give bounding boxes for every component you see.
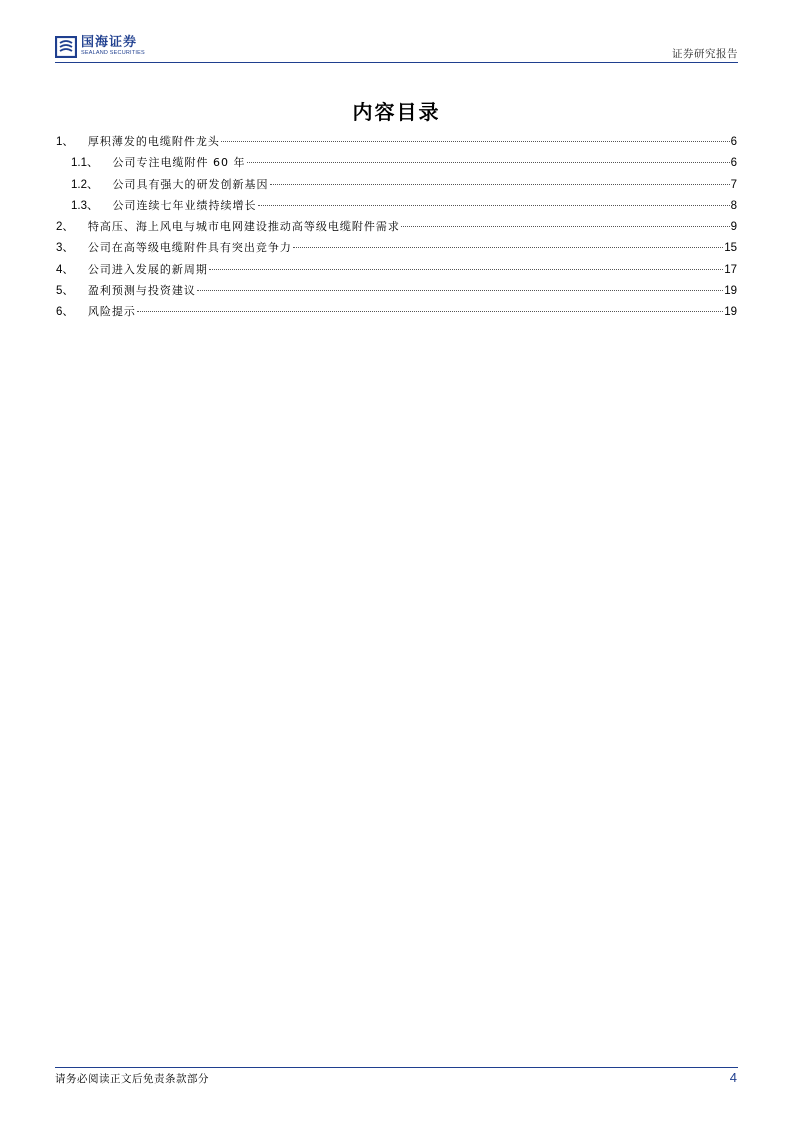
toc-entry-number: 2、 [56, 221, 74, 234]
toc-entry-number: 1、 [56, 136, 74, 148]
toc-title: 内容目录 [352, 100, 441, 124]
disclaimer-note: 请务必阅读正文后免责条款部分 [55, 1073, 209, 1085]
toc-entry-number: 3、 [56, 242, 74, 255]
page-number: 4 [729, 1070, 737, 1085]
toc-entry-title: 公司在高等级电缆附件具有突出竞争力 [87, 241, 292, 255]
toc-entry[interactable] [56, 282, 737, 303]
toc-leader-dots [221, 141, 730, 142]
company-logo [55, 35, 145, 63]
toc-entry-page: 15 [724, 242, 737, 255]
toc-entry-page: 9 [730, 221, 737, 234]
toc-entry[interactable] [56, 261, 737, 282]
report-type-label: 证券研究报告 [672, 48, 738, 60]
toc-entry-title: 厚积薄发的电缆附件龙头 [87, 135, 220, 148]
toc-entry-page: 6 [730, 136, 737, 148]
toc-leader-dots [209, 269, 723, 270]
toc-entry-title: 公司进入发展的新周期 [87, 262, 208, 276]
toc-entry-title: 盈利预测与投资建议 [87, 284, 196, 298]
toc-entry-title: 特高压、海上风电与城市电网建设推动高等级电缆附件需求 [87, 220, 400, 234]
toc-leader-dots [401, 226, 730, 227]
toc-entry-page: 17 [724, 263, 737, 276]
company-name-cn: 国海证券 [81, 35, 138, 50]
toc-entry-number: 1.1、 [71, 157, 99, 170]
sealand-logo-icon [55, 36, 77, 58]
toc-entry-page: 8 [730, 199, 737, 212]
toc-leader-dots [293, 247, 723, 248]
toc-entry-page: 19 [724, 306, 737, 319]
toc-entry-page: 19 [724, 285, 737, 298]
toc-entry-number: 1.3、 [71, 199, 99, 212]
toc-leader-dots [258, 205, 730, 206]
page-header [55, 35, 738, 63]
toc-entry-title: 公司专注电缆附件 60 年 [112, 156, 246, 170]
toc-entry-number: 4、 [56, 263, 74, 276]
toc-entry-number: 5、 [56, 285, 74, 298]
toc-leader-dots [270, 184, 730, 185]
toc-entry-page: 7 [730, 178, 737, 191]
toc-entry[interactable] [56, 176, 737, 197]
toc-entry-number: 6、 [56, 306, 74, 319]
toc-entry-title: 公司具有强大的研发创新基因 [112, 177, 269, 191]
toc-entry[interactable] [56, 239, 737, 260]
toc-leader-dots [137, 311, 723, 312]
header-divider [55, 62, 738, 63]
toc-entry-title: 风险提示 [87, 305, 136, 319]
toc-entry[interactable] [56, 303, 737, 324]
footer-divider [55, 1067, 738, 1068]
toc-entry-page: 6 [730, 157, 737, 170]
toc-entry[interactable] [56, 218, 737, 239]
company-name-en: SEALAND SECURITIES [81, 50, 145, 56]
toc-entry[interactable] [56, 197, 737, 218]
toc-entry[interactable] [56, 133, 737, 154]
toc-entry-title: 公司连续七年业绩持续增长 [112, 198, 257, 212]
toc-leader-dots [197, 290, 723, 291]
toc-leader-dots [247, 162, 730, 163]
toc-entry[interactable] [56, 154, 737, 175]
table-of-contents [56, 133, 737, 325]
toc-entry-number: 1.2、 [71, 178, 99, 191]
